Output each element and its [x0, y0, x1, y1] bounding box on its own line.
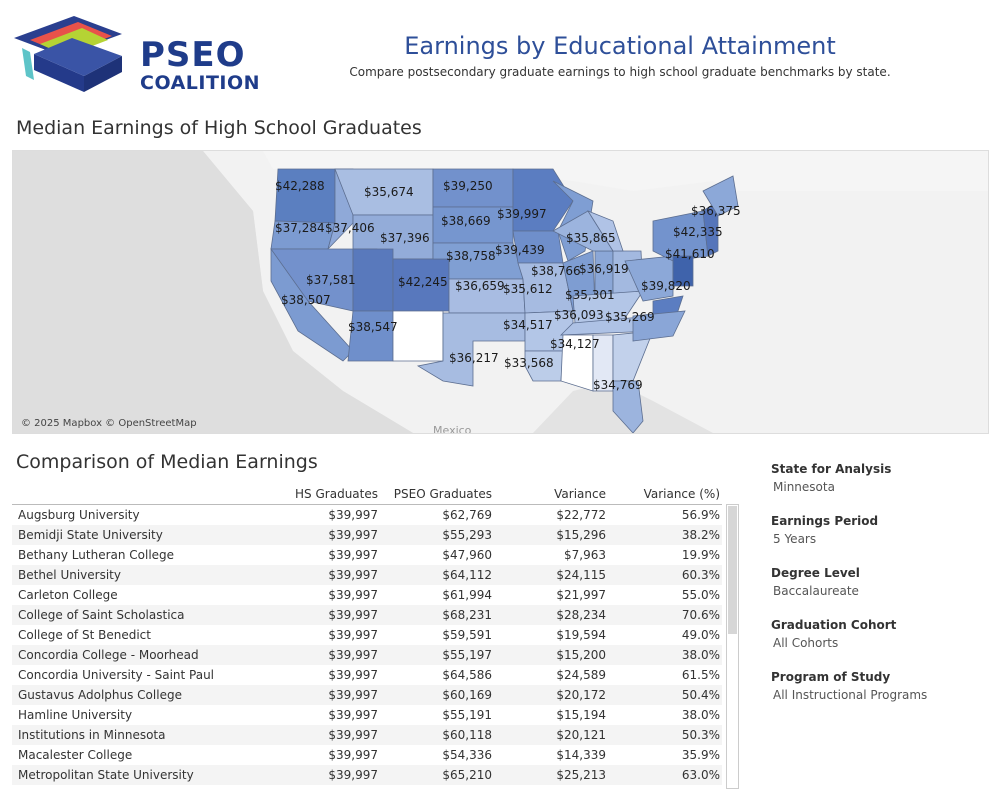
variance-value: $14,339 [556, 748, 606, 762]
col-variance-pct[interactable]: Variance (%) [643, 487, 720, 501]
logo-line2: COALITION [140, 72, 261, 94]
variance-value: $15,200 [556, 648, 606, 662]
filter-degree-level[interactable] [771, 566, 991, 618]
table-row[interactable] [12, 545, 722, 565]
filter-program-of-study[interactable] [771, 670, 991, 722]
filter-graduation-cohort[interactable] [771, 618, 991, 670]
filter-value[interactable]: All Instructional Programs [773, 688, 928, 702]
variance-value: $20,121 [556, 728, 606, 742]
map-label-wy[interactable]: $37,396 [380, 231, 430, 245]
table-row[interactable] [12, 765, 722, 785]
map-credit: © 2025 Mapbox © OpenStreetMap [21, 418, 197, 429]
map-label-ca[interactable]: $38,507 [281, 293, 331, 307]
map-label-tn[interactable]: $36,093 [554, 308, 604, 322]
map-label-al[interactable]: $34,127 [550, 337, 600, 351]
col-variance[interactable]: Variance [554, 487, 606, 501]
table-header [12, 484, 722, 505]
pseo-value: $65,210 [442, 768, 492, 782]
variance-pct-value: 38.0% [681, 708, 720, 722]
variance-pct-value: 60.3% [681, 568, 720, 582]
table-scrollbar[interactable] [726, 504, 739, 789]
institution-name: Carleton College [18, 588, 118, 602]
map-label-mn[interactable]: $39,997 [497, 207, 547, 221]
page-title: Earnings by Educational Attainment [404, 32, 836, 60]
table-row[interactable] [12, 585, 722, 605]
us-choropleth-map[interactable] [12, 150, 989, 434]
map-label-nd[interactable]: $39,250 [443, 179, 493, 193]
pseo-value: $68,231 [442, 608, 492, 622]
map-country-label: Mexico [433, 424, 472, 434]
variance-value: $24,115 [556, 568, 606, 582]
variance-value: $22,772 [556, 508, 606, 522]
filter-earnings-period[interactable] [771, 514, 991, 566]
hs-value: $39,997 [328, 588, 378, 602]
institution-name: Bethel University [18, 568, 121, 582]
institution-name: Macalester College [18, 748, 133, 762]
filter-label: State for Analysis [771, 462, 892, 476]
institution-name: College of St Benedict [18, 628, 151, 642]
hs-value: $39,997 [328, 708, 378, 722]
filter-state-for-analysis[interactable] [771, 462, 991, 514]
map-label-ne[interactable]: $38,758 [446, 249, 496, 263]
map-label-oh[interactable]: $36,919 [579, 262, 629, 276]
variance-pct-value: 35.9% [681, 748, 720, 762]
pseo-value: $47,960 [442, 548, 492, 562]
variance-value: $25,213 [556, 768, 606, 782]
hs-value: $39,997 [328, 548, 378, 562]
hs-value: $39,997 [328, 668, 378, 682]
variance-value: $15,296 [556, 528, 606, 542]
col-pseo-graduates[interactable]: PSEO Graduates [393, 487, 492, 501]
scrollbar-thumb[interactable] [728, 506, 737, 634]
table-body[interactable] [12, 505, 722, 789]
institution-name: Institutions in Minnesota [18, 728, 166, 742]
pseo-value: $55,191 [442, 708, 492, 722]
pseo-value: $64,112 [442, 568, 492, 582]
variance-pct-value: 70.6% [681, 608, 720, 622]
variance-value: $19,594 [556, 628, 606, 642]
variance-value: $20,172 [556, 688, 606, 702]
pseo-logo [12, 14, 261, 94]
institution-name: College of Saint Scholastica [18, 608, 185, 622]
filter-panel [771, 462, 991, 722]
variance-pct-value: 38.0% [681, 648, 720, 662]
hs-value: $39,997 [328, 508, 378, 522]
map-label-id[interactable]: $37,406 [325, 221, 375, 235]
pseo-value: $60,118 [442, 728, 492, 742]
filter-value[interactable]: All Cohorts [773, 636, 839, 650]
filter-value[interactable]: Baccalaureate [773, 584, 859, 598]
hs-value: $39,997 [328, 608, 378, 622]
hs-value: $39,997 [328, 568, 378, 582]
map-label-pa[interactable]: $41,610 [665, 247, 715, 261]
table-row[interactable] [12, 705, 722, 725]
logo-wordmark [140, 35, 261, 94]
variance-pct-value: 61.5% [681, 668, 720, 682]
table-row[interactable] [12, 605, 722, 625]
table-row[interactable] [12, 685, 722, 705]
variance-value: $28,234 [556, 608, 606, 622]
variance-pct-value: 38.2% [681, 528, 720, 542]
hs-value: $39,997 [328, 528, 378, 542]
logo-graduation-cap-icon [12, 14, 132, 94]
hs-value: $39,997 [328, 688, 378, 702]
table-row[interactable] [12, 525, 722, 545]
map-label-tx[interactable]: $36,217 [449, 351, 499, 365]
map-label-mi[interactable]: $35,865 [566, 231, 616, 245]
table-row[interactable] [12, 745, 722, 765]
map-label-la[interactable]: $33,568 [504, 356, 554, 370]
variance-pct-value: 63.0% [681, 768, 720, 782]
pseo-value: $55,197 [442, 648, 492, 662]
map-label-sd[interactable]: $38,669 [441, 214, 491, 228]
map-label-il[interactable]: $38,766 [531, 264, 581, 278]
logo-line1: PSEO [140, 35, 246, 75]
pseo-value: $64,586 [442, 668, 492, 682]
map-label-or[interactable]: $37,284 [275, 221, 325, 235]
variance-pct-value: 50.3% [681, 728, 720, 742]
map-label-va[interactable]: $39,820 [641, 279, 691, 293]
institution-name: Bethany Lutheran College [18, 548, 175, 562]
map-label-ia[interactable]: $39,439 [495, 243, 545, 257]
variance-pct-value: 55.0% [681, 588, 720, 602]
filter-label: Program of Study [771, 670, 891, 684]
map-label-mt[interactable]: $35,674 [364, 185, 414, 199]
map-label-mo[interactable]: $35,612 [503, 282, 553, 296]
variance-pct-value: 19.9% [681, 548, 720, 562]
map-label-nc[interactable]: $35,269 [605, 310, 655, 324]
map-label-ky[interactable]: $35,301 [565, 288, 615, 302]
institution-name: Hamline University [18, 708, 133, 722]
pseo-value: $60,169 [442, 688, 492, 702]
map-label-fl[interactable]: $34,769 [593, 378, 643, 392]
variance-pct-value: 49.0% [681, 628, 720, 642]
pseo-value: $62,769 [442, 508, 492, 522]
institution-name: Gustavus Adolphus College [18, 688, 182, 702]
table-row[interactable] [12, 565, 722, 585]
table-row[interactable] [12, 505, 722, 525]
filter-label: Degree Level [771, 566, 860, 580]
map-label-ks[interactable]: $36,659 [455, 279, 505, 293]
filter-value[interactable]: 5 Years [773, 532, 817, 546]
institution-name: Bemidji State University [18, 528, 163, 542]
filter-value[interactable]: Minnesota [773, 480, 835, 494]
comparison-table [12, 484, 740, 789]
map-label-wa[interactable]: $42,288 [275, 179, 325, 193]
variance-pct-value: 56.9% [681, 508, 720, 522]
map-title: Median Earnings of High School Graduates [16, 117, 422, 139]
variance-pct-value: 50.4% [681, 688, 720, 702]
institution-name: Concordia College - Moorhead [18, 648, 199, 662]
institution-name: Augsburg University [18, 508, 140, 522]
pseo-value: $61,994 [442, 588, 492, 602]
variance-value: $21,997 [556, 588, 606, 602]
table-row[interactable] [12, 665, 722, 685]
pseo-value: $59,591 [442, 628, 492, 642]
table-row[interactable] [12, 725, 722, 745]
hs-value: $39,997 [328, 748, 378, 762]
table-row[interactable] [12, 645, 722, 665]
comparison-title: Comparison of Median Earnings [16, 451, 318, 473]
institution-name: Metropolitan State University [18, 768, 194, 782]
table-row[interactable] [12, 625, 722, 645]
filter-label: Graduation Cohort [771, 618, 897, 632]
variance-value: $7,963 [564, 548, 606, 562]
pseo-value: $55,293 [442, 528, 492, 542]
filter-label: Earnings Period [771, 514, 879, 528]
variance-value: $15,194 [556, 708, 606, 722]
map-label-ny[interactable]: $42,335 [673, 225, 723, 239]
map-label-nv[interactable]: $37,581 [306, 273, 356, 287]
page-subtitle: Compare postsecondary graduate earnings to high school graduate benchmarks by state. [349, 65, 891, 79]
map-label-co[interactable]: $42,245 [398, 275, 448, 289]
variance-value: $24,589 [556, 668, 606, 682]
institution-name: Concordia University - Saint Paul [18, 668, 215, 682]
hs-value: $39,997 [328, 768, 378, 782]
hs-value: $39,997 [328, 628, 378, 642]
map-label-me[interactable]: $36,375 [691, 204, 741, 218]
col-hs-graduates[interactable]: HS Graduates [295, 487, 378, 501]
map-label-az[interactable]: $38,547 [348, 320, 398, 334]
hs-value: $39,997 [328, 728, 378, 742]
map-label-ar[interactable]: $34,517 [503, 318, 553, 332]
pseo-value: $54,336 [442, 748, 492, 762]
hs-value: $39,997 [328, 648, 378, 662]
